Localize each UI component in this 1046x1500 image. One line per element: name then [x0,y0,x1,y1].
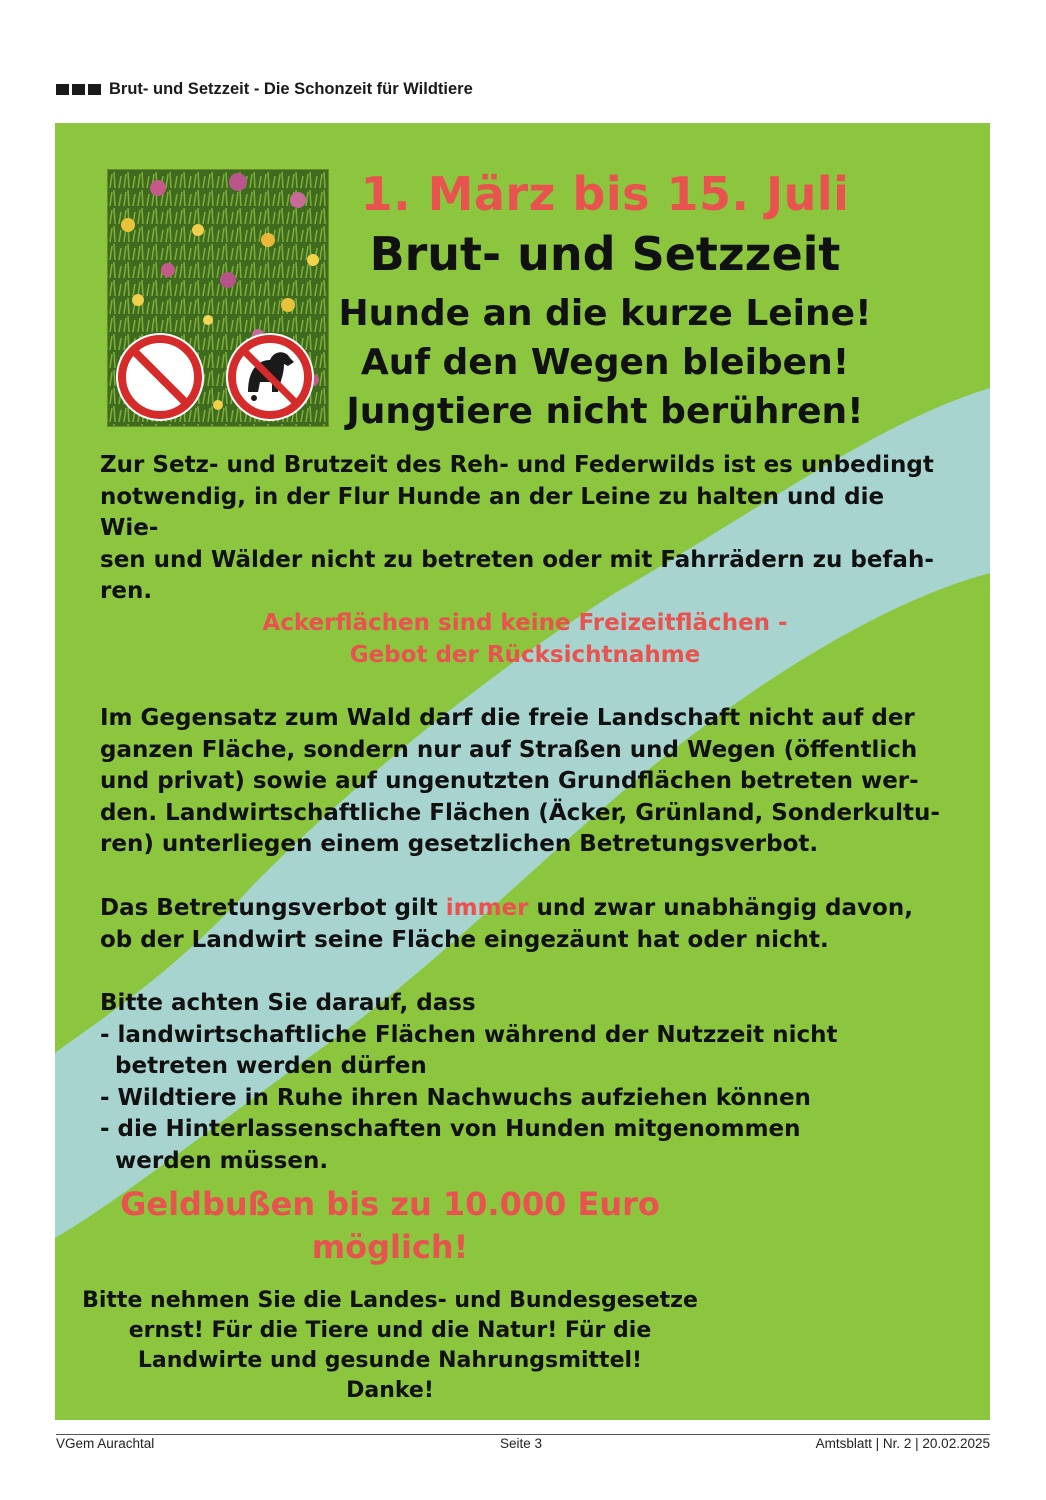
section-header [56,78,473,100]
no-dog-fouling-sign-icon [226,333,314,421]
rule-stay-on-paths: Auf den Wegen bleiben! [360,342,850,383]
notice-list: Bitte achten Sie darauf, dass - landwirtschaftliche Flächen während der Nutzzeit nicht betreten werden dürfen - Wildtiere in Ruhe ihren Nachwuchs aufziehen können - die Hinterlassenschaften von Hunden mitgenommen werden müssen. [100,988,950,1177]
highlight-always: immer [445,895,529,921]
rule-do-not-touch: Jungtiere nicht berühren! [346,391,864,432]
section-marker-icon [56,84,101,95]
rule-leash: Hunde an die kurze Leine! [338,293,872,334]
ban-paragraph: Das Betretungsverbot gilt immer und zwar unabhängig davon, ob der Landwirt seine Fläche eingezäunt hat oder nicht. [100,895,913,953]
list-item: - die Hinterlassenschaften von Hunden mitgenommen [100,1116,801,1142]
list-item-continued: werden müssen. [115,1147,329,1174]
list-item: - landwirtschaftliche Flächen während der Nutzzeit nicht [100,1021,838,1048]
section-title: Brut- und Setzzeit - Die Schonzeit für Wildtiere [109,79,473,98]
no-entry-sign-icon [116,333,204,421]
fine-warning: Geldbußen bis zu 10.000 Euro möglich! [120,1185,660,1266]
intro-paragraph: Zur Setz- und Brutzeit des Reh- und Federwilds ist es unbedingt notwendig, in der Flur Hunde an der Leine zu halten und die Wie- sen und Wälder nicht zu betreten oder mit Fahrrädern zu befah- ren. [100,452,934,604]
poster-title: Brut- und Setzzeit [369,227,841,281]
list-item: - Wildtiere in Ruhe ihren Nachwuchs aufziehen können [100,1084,811,1111]
footer-publisher: VGem Aurachtal [56,1436,155,1451]
footer-issue: Amtsblatt | Nr. 2 | 20.02.2025 [815,1436,990,1451]
footer-page-number: Seite 3 [500,1436,543,1451]
meadow-photo [107,169,329,427]
list-item-continued: betreten werden dürfen [115,1053,427,1079]
footer-divider [56,1434,990,1435]
closing-appeal: Bitte nehmen Sie die Landes- und Bundesgesetze ernst! Für die Tiere und die Natur! Für die Landwirte und gesunde Nahrungsmittel! Danke! [82,1288,698,1403]
fields-subheading: Ackerflächen sind keine Freizeitflächen - Gebot der Rücksichtnahme [262,610,788,668]
landscape-paragraph: Im Gegensatz zum Wald darf die freie Landschaft nicht auf der ganzen Fläche, sondern nur auf Straßen und Wegen (öffentlich und privat) sowie auf ungenutzten Grundflächen betreten wer- den. Landwirtschaftliche Flächen (Äcker, Grünland, Sonderkultu- ren) unterliegen einem gesetzlichen Betretungsverbot. [100,705,940,857]
date-range-heading: 1. März bis 15. Juli [360,167,850,221]
poster [55,123,990,1420]
